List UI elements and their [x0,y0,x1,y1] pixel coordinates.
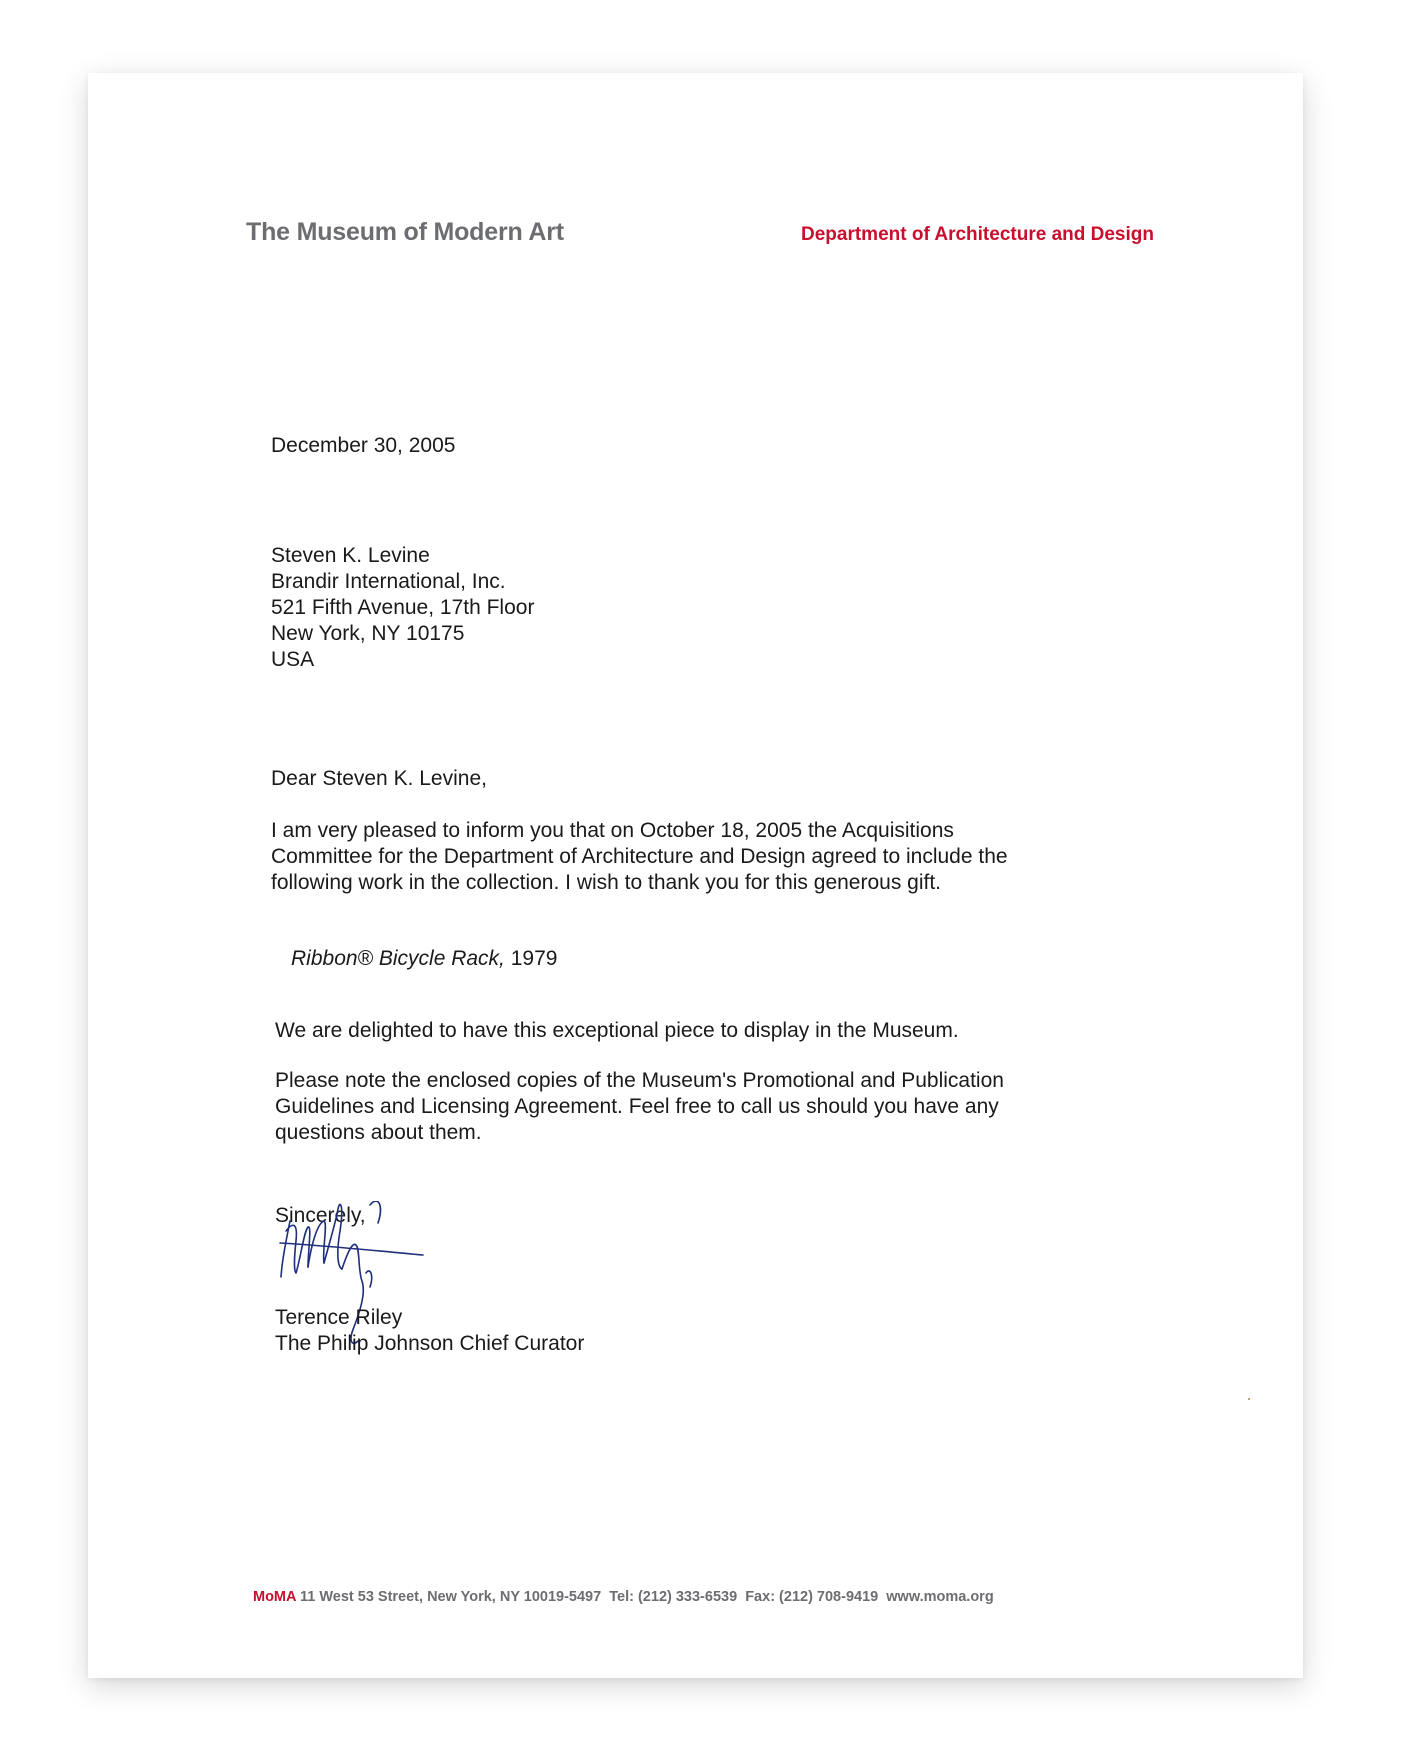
paragraph-line: following work in the collection. I wish to thank you for this generous gift. [271,871,942,894]
address-line: New York, NY 10175 [271,622,465,645]
signer-name: Terence Riley [275,1306,403,1329]
paragraph-guidelines [275,1068,1004,1146]
work-title: Ribbon® Bicycle Rack, [291,947,505,970]
recipient-address [271,543,534,673]
address-line: Brandir International, Inc. [271,570,506,593]
signer-title: The Philip Johnson Chief Curator [275,1332,585,1355]
footer-fax: Fax: (212) 708-9419 [745,1589,879,1605]
address-line: Steven K. Levine [271,544,430,567]
salutation: Dear Steven K. Levine, [271,767,487,790]
letter-page [88,73,1303,1678]
paragraph-line: I am very pleased to inform you that on October 18, 2005 the Acquisitions [271,819,954,842]
footer-web: www.moma.org [886,1589,994,1605]
letterhead-footer [253,1589,994,1605]
closing: Sincerely, [275,1204,366,1227]
address-line: USA [271,648,315,671]
paragraph-line: Committee for the Department of Architecture and Design agreed to include the [271,845,1008,868]
paragraph-line: Guidelines and Licensing Agreement. Feel free to call us should you have any [275,1095,999,1118]
footer-address: 11 West 53 Street, New York, NY 10019-5497 [299,1589,602,1605]
paragraph-delighted: We are delighted to have this exceptional piece to display in the Museum. [275,1019,959,1042]
footer-brand: MoMA [253,1589,296,1605]
letter-date: December 30, 2005 [271,434,456,457]
work-year: 1979 [510,947,558,970]
paragraph-line: questions about them. [275,1121,482,1144]
footer-tel: Tel: (212) 333-6539 [609,1589,738,1605]
address-line: 521 Fifth Avenue, 17th Floor [271,596,535,619]
department-name: Department of Architecture and Design [801,224,1154,245]
paragraph-acquisition [271,818,1008,896]
museum-name: The Museum of Modern Art [246,218,564,246]
work-citation [291,946,557,972]
signer-block [275,1305,584,1357]
paper-speck [1248,1398,1250,1400]
paragraph-line: Please note the enclosed copies of the Museum's Promotional and Publication [275,1069,1004,1092]
